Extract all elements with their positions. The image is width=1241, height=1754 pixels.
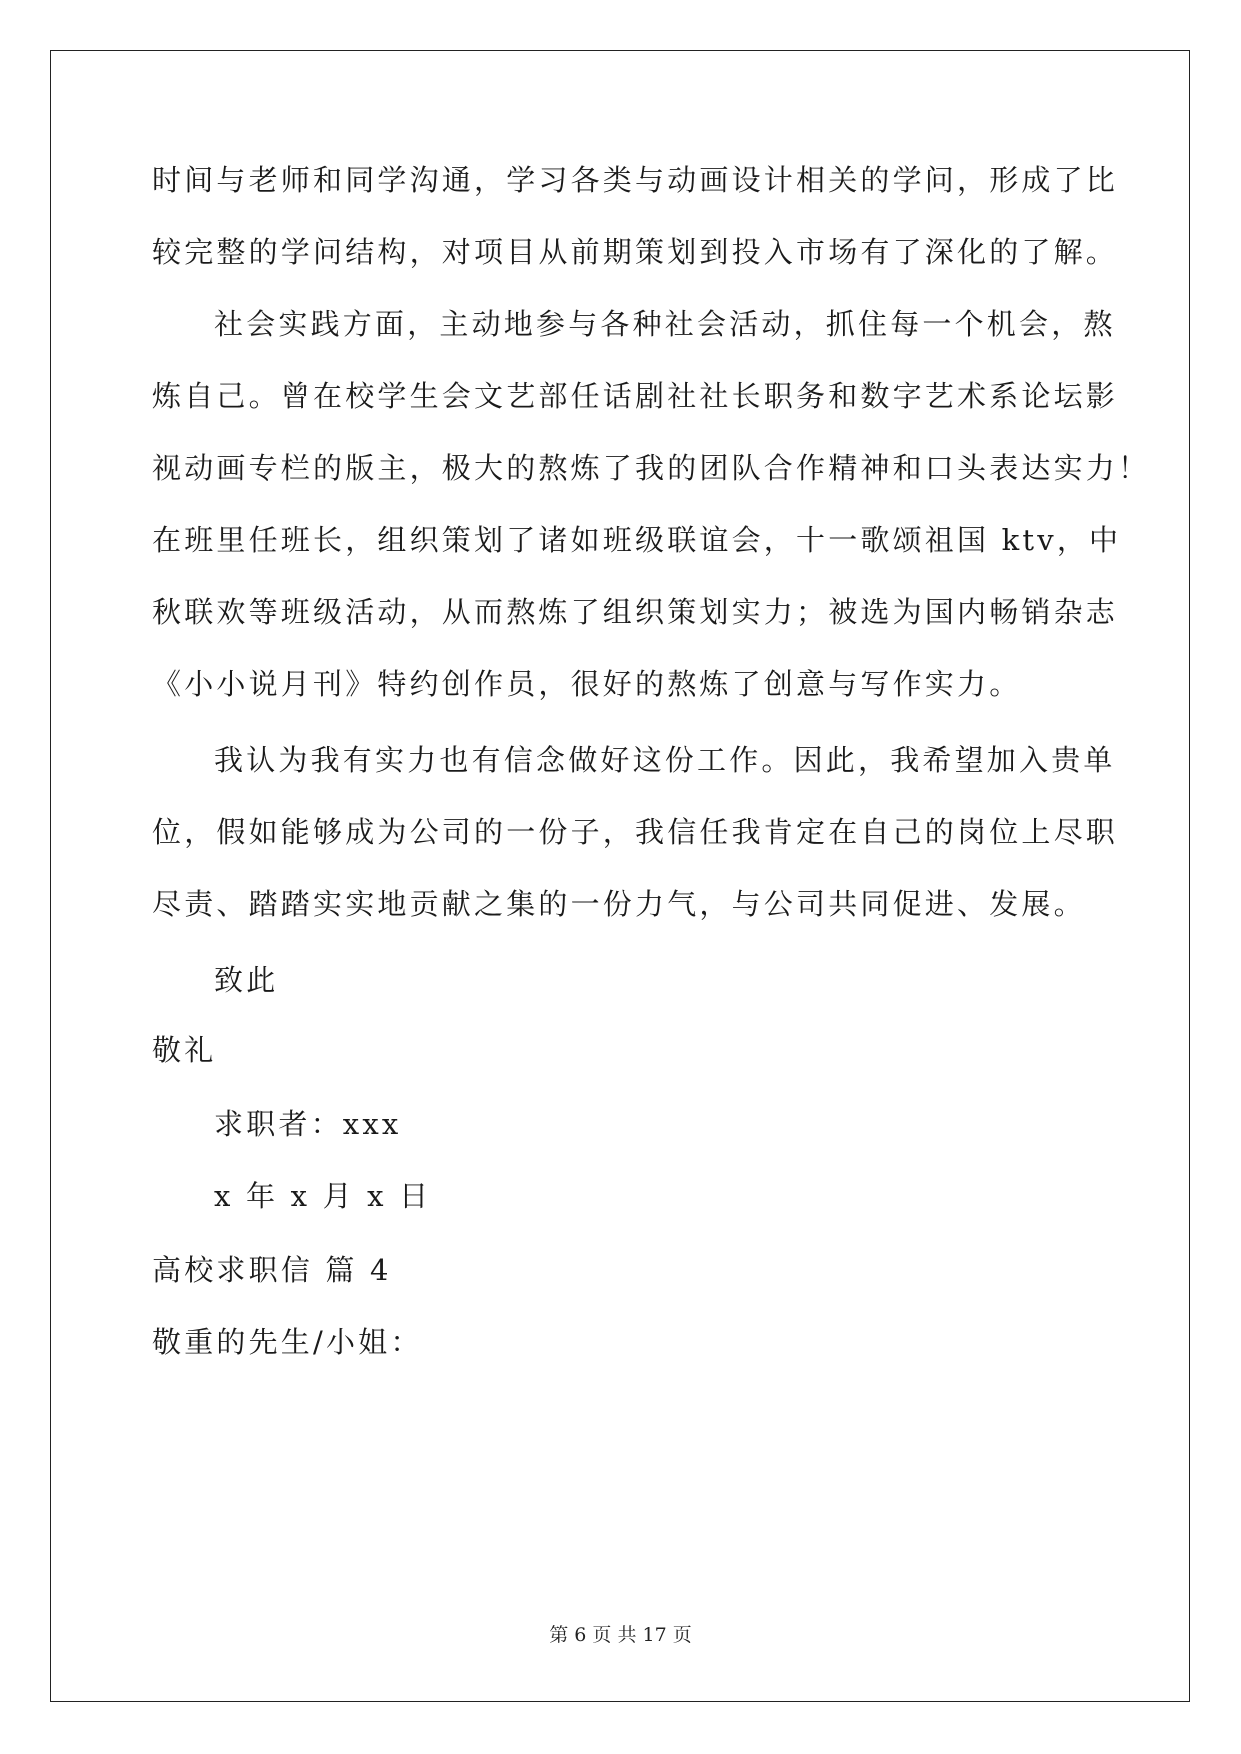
paragraph-line: 炼自己。曾在校学生会文艺部任话剧社社长职务和数字艺术系论坛影	[152, 379, 1119, 413]
paragraph-line: 在班里任班长，组织策划了诸如班级联谊会，十一歌颂祖国 ktv，中	[152, 523, 1122, 557]
paragraph-line: 时间与老师和同学沟通，学习各类与动画设计相关的学问，形成了比	[152, 163, 1119, 197]
paragraph-line: 视动画专栏的版主，极大的熬炼了我的团队合作精神和口头表达实力！	[152, 451, 1151, 485]
paragraph-line: 社会实践方面，主动地参与各种社会活动，抓住每一个机会，熬	[214, 307, 1116, 341]
paragraph-line: 尽责、踏踏实实地贡献之集的一份力气，与公司共同促进、发展。	[152, 887, 1086, 921]
paragraph-line: 我认为我有实力也有信念做好这份工作。因此，我希望加入贵单	[214, 743, 1116, 777]
greeting-line: 敬重的先生/小姐：	[152, 1325, 423, 1359]
paragraph-line: 较完整的学问结构，对项目从前期策划到投入市场有了深化的了解。	[152, 235, 1119, 269]
date-line: x 年 x 月 x 日	[214, 1179, 432, 1213]
closing-phrase: 致此	[214, 963, 279, 997]
paragraph-line: 位，假如能够成为公司的一份子，我信任我肯定在自己的岗位上尽职	[152, 815, 1119, 849]
paragraph-line: 秋联欢等班级活动，从而熬炼了组织策划实力；被选为国内畅销杂志	[152, 595, 1119, 629]
page-number: 第 6 页 共 17 页	[549, 1624, 692, 1646]
salutation-closing: 敬礼	[152, 1033, 217, 1067]
signature-line: 求职者：xxx	[214, 1107, 402, 1141]
section-heading: 高校求职信 篇 4	[152, 1253, 392, 1287]
paragraph-line: 《小小说月刊》特约创作员，很好的熬炼了创意与写作实力。	[152, 667, 1022, 701]
page-border	[50, 50, 1190, 1702]
